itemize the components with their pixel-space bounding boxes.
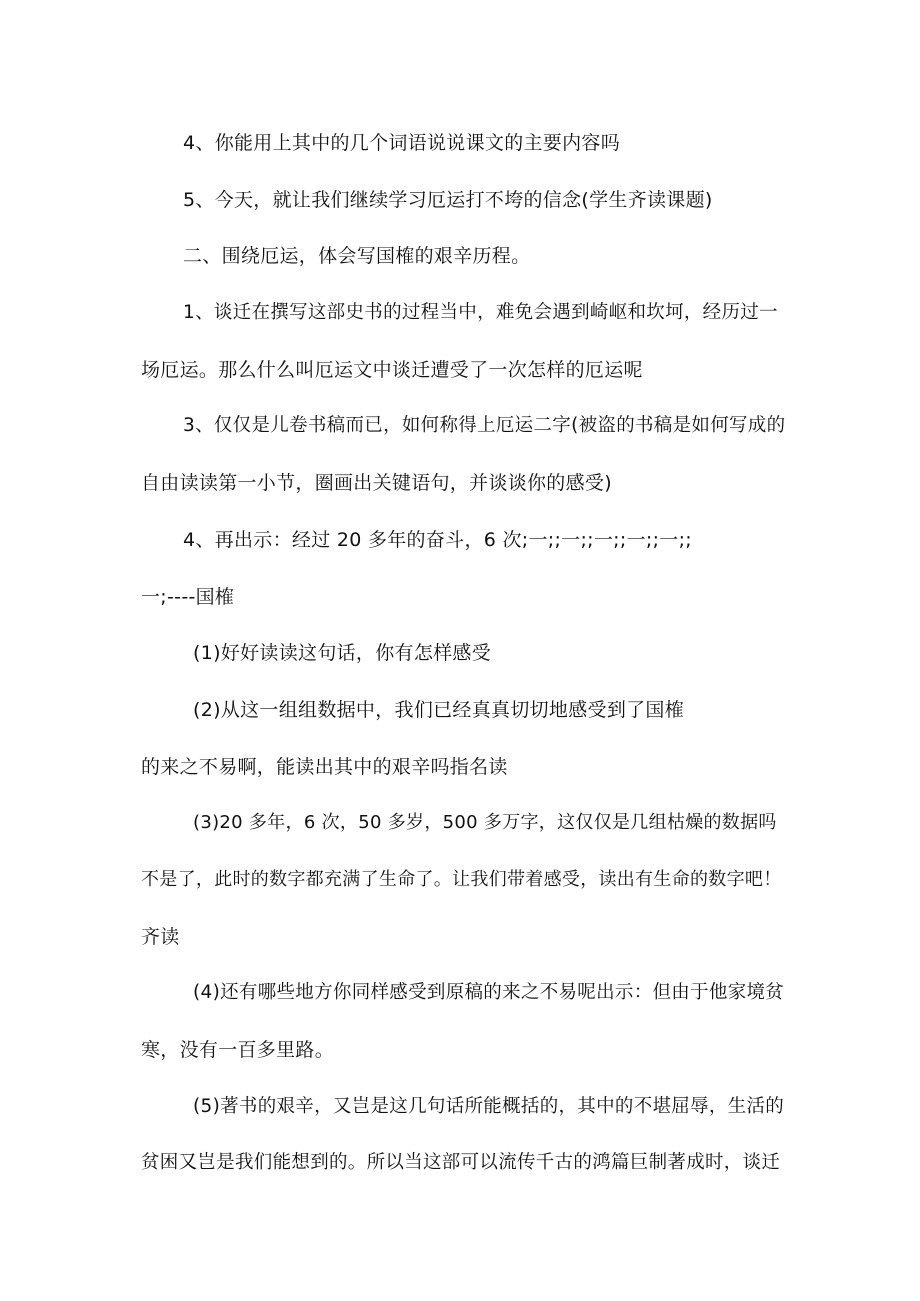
- text-line-item-3-cont: 自由读读第一小节，圈画出关键语句，并谈谈你的感受): [141, 472, 612, 494]
- section-heading-two: 二、围绕厄运，体会写国榷的艰辛历程。: [183, 245, 531, 267]
- text-line-sub-3-end: 齐读: [141, 926, 180, 948]
- text-line-item-4-cont: 一;----国榷: [141, 586, 235, 608]
- text-line-item-4-start: 4、再出示：经过 20 多年的奋斗，6 次;一;;一;;一;;一;;一;;: [183, 529, 692, 551]
- text-line-sub-4-cont: 寒，没有一百多里路。: [141, 1039, 335, 1061]
- text-line-sub-2-start: (2)从这一组组数据中，我们已经真真切切地感受到了国榷: [193, 699, 685, 721]
- text-line-item-5-intro: 5、今天，就让我们继续学习厄运打不垮的信念(学生齐读课题): [183, 189, 713, 211]
- text-line-sub-4-start: (4)还有哪些地方你同样感受到原稿的来之不易呢出示：但由于他家境贫: [193, 982, 785, 1003]
- text-line-sub-3-start: (3)20 多年，6 次，50 多岁，500 多万字，这仅仅是几组枯燥的数据吗: [193, 812, 777, 833]
- text-line-sub-2-cont: 的来之不易啊，能读出其中的艰辛吗指名读: [141, 756, 508, 778]
- text-line-item-3-start: 3、仅仅是儿卷书稿而已，如何称得上厄运二字(被盗的书稿是如何写成的: [183, 415, 786, 436]
- text-line-sub-1: (1)好好读读这句话，你有怎样感受: [193, 642, 492, 664]
- text-line-item-1-cont: 场厄运。那么什么叫厄运文中谈迁遭受了一次怎样的厄运呢: [141, 359, 643, 381]
- text-line-item-1-start: 1、谈迁在撰写这部史书的过程当中，难免会遇到崎岖和坎坷，经历过一: [183, 302, 778, 323]
- text-line-sub-5-start: (5)著书的艰辛，又岂是这几句话所能概括的，其中的不堪屈辱，生活的: [193, 1096, 785, 1117]
- text-line-sub-5-cont: 贫困又岂是我们能想到的。所以当这部可以流传千古的鸿篇巨制著成时，谈迁: [141, 1152, 781, 1173]
- text-line-sub-3-cont: 不是了，此时的数字都充满了生命了。让我们带着感受，读出有生命的数字吧！: [141, 869, 782, 890]
- text-line-item-4-question: 4、你能用上其中的几个词语说说课文的主要内容吗: [183, 132, 620, 154]
